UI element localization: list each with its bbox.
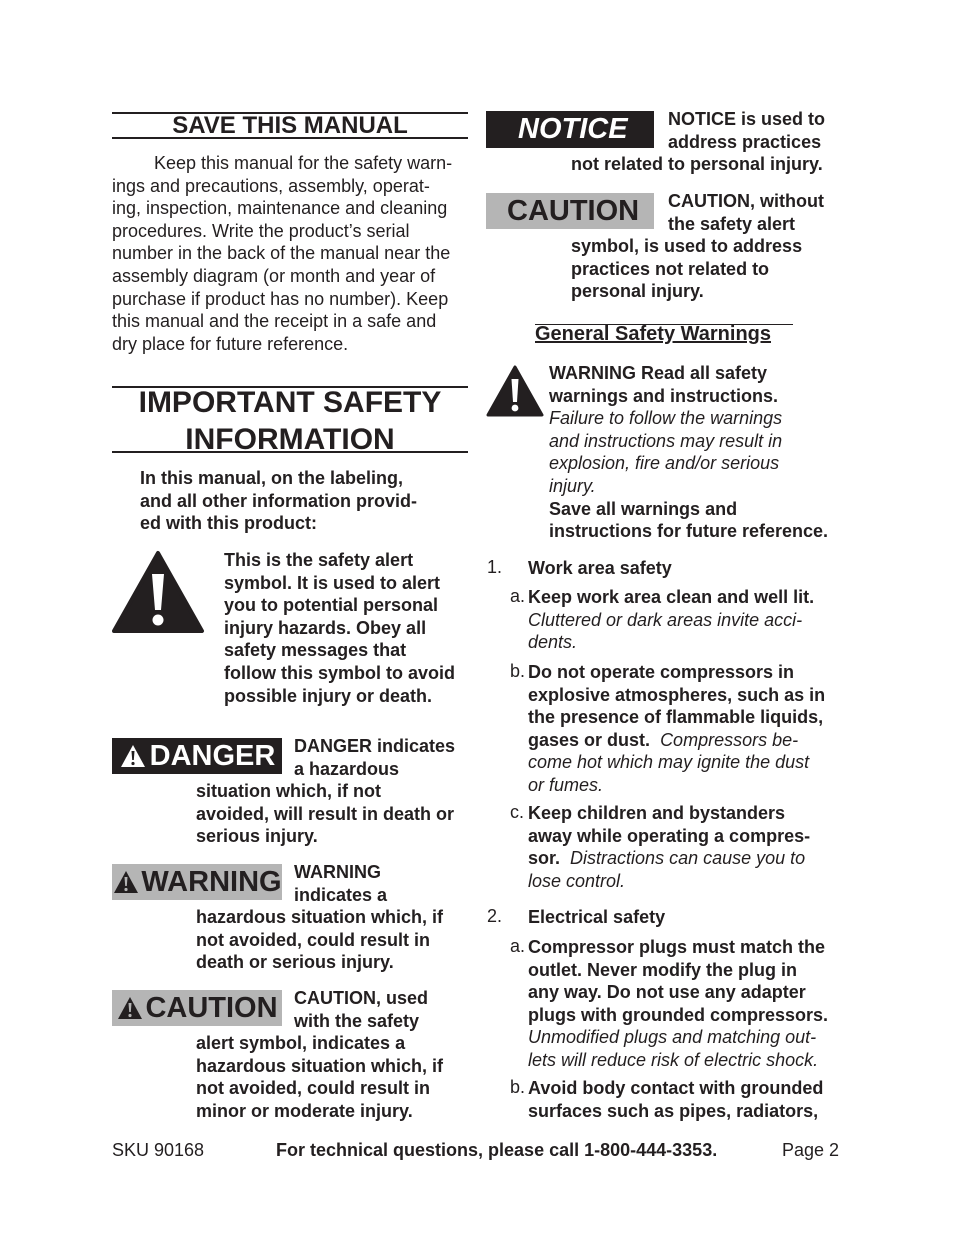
item-2a-text: Compressor plugs must match the outlet. Never modify the plug in any way. Do not use any adapter plugs with grounded compressors. Unmodified plugs and matching out- lets will reduce risk of electric shock.: [528, 937, 829, 1070]
save-manual-heading: SAVE THIS MANUAL: [172, 112, 408, 139]
item-1-number: 1.: [487, 557, 503, 577]
caution-signal-word: CAUTION: [112, 990, 282, 1026]
footer-phone: For technical questions, please call 1-800-444-3353.: [276, 1140, 718, 1160]
danger-alert-icon: [119, 743, 147, 769]
general-safety-warnings-heading: General Safety Warnings: [535, 323, 771, 345]
general-warning-text: WARNING Read all safety warnings and instructions. Failure to follow the warnings and instructions may result in explosion, fire and/or serious injury. Save all warnings and instructions for future reference.: [549, 363, 829, 542]
general-warning-alert-icon: [486, 365, 544, 417]
danger-description-top: DANGER indicates a hazardous: [294, 736, 456, 779]
important-safety-heading: IMPORTANT SAFETY INFORMATION: [138, 386, 442, 456]
intro-paragraph: In this manual, on the labeling, and all other information provid- ed with this product:: [140, 468, 418, 534]
safety-alert-icon: [111, 550, 205, 634]
notice-description-top: NOTICE is used to address practices: [668, 109, 826, 152]
item-2a-letter: a.: [510, 936, 526, 956]
save-heading-bottom-rule: [112, 137, 468, 139]
item-1c-letter: c.: [510, 802, 525, 822]
notice-description-bottom: not related to personal injury.: [571, 154, 823, 174]
item-2-title: Electrical safety: [528, 907, 666, 927]
caution-description-bottom: alert symbol, indicates a hazardous situation which, if not avoided, could result in minor or moderate injury.: [196, 1033, 444, 1121]
item-2b-text: Avoid body contact with grounded surfaces such as pipes, radiators,: [528, 1078, 824, 1121]
footer-sku: SKU 90168: [112, 1140, 205, 1160]
item-1b-text: Do not operate compressors in explosive atmospheres, such as in the presence of flammable liquids, gases or dust. Compressors be- come hot which may ignite the dust or fumes.: [528, 662, 826, 795]
item-1b-letter: b.: [510, 661, 526, 681]
save-manual-paragraph: Keep this manual for the safety warn- ings and precautions, assembly, operat- ing, inspection, maintenance and cleaning procedures. Write the product’s serial number in the back of the manual near the assembly diagram (or month and year of purchase if product has no number). Keep this manual and the receipt in a safe and dry place for future reference.: [112, 153, 453, 354]
item-1a-text: Keep work area clean and well lit. Cluttered or dark areas invite acci- dents.: [528, 587, 815, 653]
caution-description-top: CAUTION, used with the safety: [294, 988, 429, 1031]
item-1-title: Work area safety: [528, 558, 672, 578]
caution-no-symbol-signal-word: CAUTION: [486, 193, 654, 229]
warning-description-bottom: hazardous situation which, if not avoided, could result in death or serious injury.: [196, 907, 444, 973]
warning-description-top: WARNING indicates a: [294, 862, 388, 905]
warning-signal-word: WARNING: [112, 864, 282, 900]
danger-description-bottom: situation which, if not avoided, will result in death or serious injury.: [196, 781, 455, 847]
item-1c-text: Keep children and bystanders away while operating a compres- sor. Distractions can cause you to lose control.: [528, 803, 811, 891]
item-1a-letter: a.: [510, 586, 526, 606]
notice-signal-word: NOTICE: [486, 111, 654, 148]
warning-alert-icon: [112, 869, 140, 895]
footer-page-number: Page 2: [782, 1140, 840, 1160]
safety-alert-description: This is the safety alert symbol. It is used to alert you to potential personal injury hazards. Obey all safety messages that follow this symbol to avoid possible injury or death.: [224, 550, 456, 706]
danger-signal-word: DANGER: [112, 738, 282, 774]
caution-alert-icon: [116, 995, 144, 1021]
item-2b-letter: b.: [510, 1077, 526, 1097]
item-2-number: 2.: [487, 906, 503, 926]
caution-no-symbol-description-bottom: symbol, is used to address practices not related to personal injury.: [571, 236, 803, 302]
caution-no-symbol-description-top: CAUTION, without the safety alert: [668, 191, 824, 234]
isi-heading-bottom-rule: [112, 451, 468, 453]
